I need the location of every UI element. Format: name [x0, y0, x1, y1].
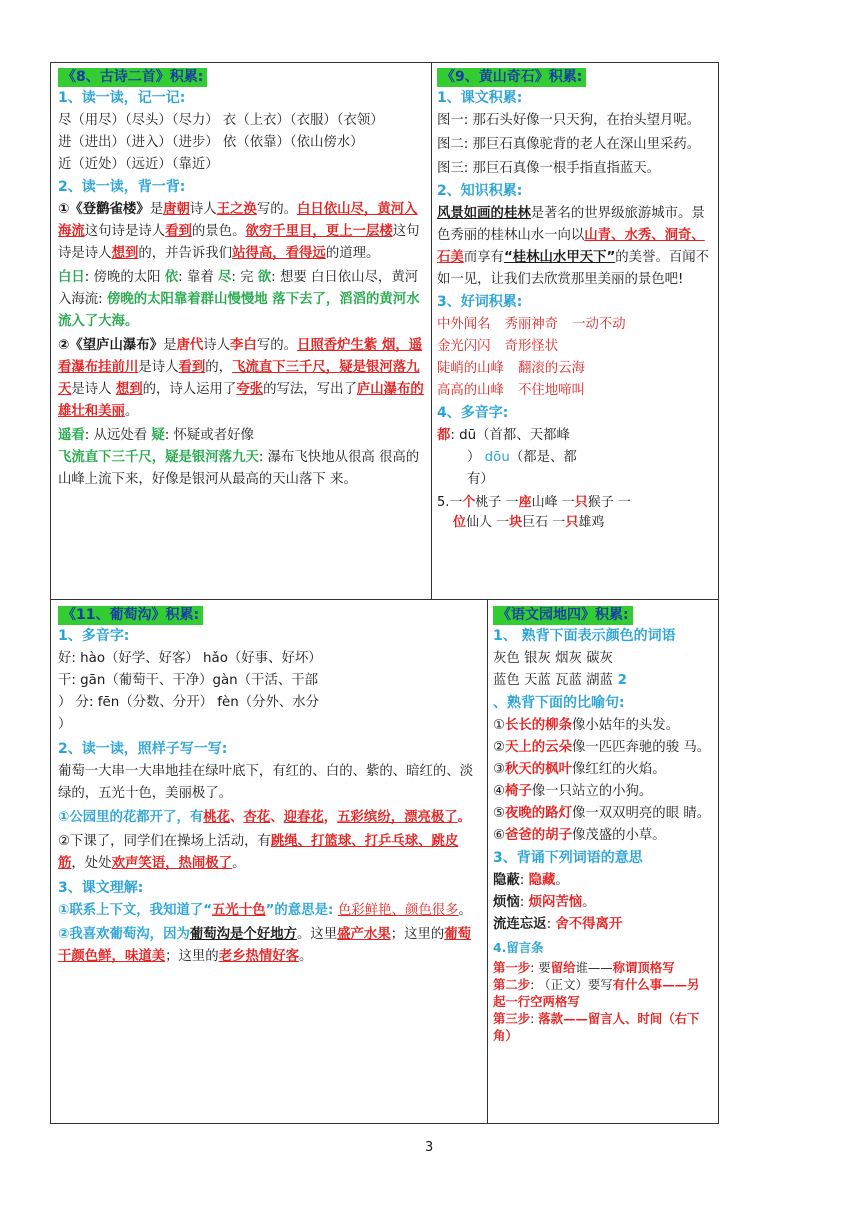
- word-row: 近（近处）（远近）（靠近）: [58, 157, 219, 172]
- note-step-1: 第一步: 要留给谁——称谓顶格写: [493, 960, 675, 975]
- polyphone-line: 干: gān（葡萄干、干净）gàn（干活、干部: [58, 673, 319, 688]
- section-title: 《8、古诗二首》积累:: [58, 68, 207, 87]
- divider-middle: [50, 599, 719, 600]
- heading-color-words: 1、 熟背下面表示颜色的词语: [493, 628, 676, 644]
- simile-4: ④椅子像一只站立的小狗。: [493, 784, 653, 799]
- polyphone-line: ） dōu（都是、都: [467, 450, 577, 465]
- poem-2-glossary: 遥看: 从远处看 疑: 怀疑或者好像: [58, 428, 254, 443]
- word-row: 金光闪闪 奇形怪状: [437, 339, 559, 354]
- section-title: 《9、黄山奇石》积累:: [437, 68, 586, 87]
- simile-5: ⑤夜晚的路灯像一双双明亮的眼 睛。: [493, 806, 711, 821]
- heading-read-recite: 2、读一读，背一背:: [58, 179, 186, 195]
- color-row: 灰色 银灰 烟灰 碳灰: [493, 651, 613, 666]
- divider-bottom: [487, 599, 488, 1124]
- heading-polyphone: 1、多音字:: [58, 628, 130, 644]
- heading-similes: 、熟背下面的比喻句:: [493, 695, 625, 711]
- note-step-3: 第三步: 落款——留言人、时间（右下 角）: [493, 1011, 700, 1043]
- polyphone-line: 都: dū（首都、天都峰: [437, 428, 570, 443]
- example-sentence: 葡萄一大串一大串地挂在绿叶底下，有红的、白的、紫的、暗红的、淡绿的，五光十色，美丽极了。: [58, 764, 474, 801]
- polyphone-line: ） 分: fēn（分数、分开） fèn（分外、水分: [58, 695, 320, 710]
- page-number: 3: [425, 1140, 434, 1155]
- simile-1: ①长长的柳条像小姑年的头发。: [493, 718, 680, 733]
- word-row: 高高的山峰 不住地啼叫: [437, 383, 585, 398]
- word-row: 进（进出）（进入）（进步） 依（依靠）（依山傍水）: [58, 135, 364, 150]
- heading-polyphone: 4、多音字:: [437, 405, 509, 421]
- divider-top: [431, 62, 432, 599]
- poem-1-paragraph: ①《登鹳雀楼》是唐朝诗人王之涣写的。白日依山尽，黄河入海流这句诗是诗人看到的景色。欲穷千里目，更上一层楼这句诗是诗人想到的，并告诉我们站得高，看得远的道理。: [58, 202, 420, 261]
- picture-2-sentence: 图二: 那巨石真像驼背的老人在深山里采药。: [437, 137, 701, 152]
- guilin-paragraph: 风景如画的桂林是著名的世界级旅游城市。景色秀丽的桂林山水一向以山青、水秀、洞奇、石美而享有“桂林山水甲天下”的美誉。百闻不如一见，让我们去欣赏那里美丽的景色吧!: [437, 206, 710, 287]
- poem-1-glossary: 白日: 傍晚的太阳 依: 靠着 尽: 完 欲: 想要 白日依山尽，黄河入海流: 傍晚的太阳靠着群山慢慢地 落下去了，滔滔的黄河水流入了大海。: [58, 270, 420, 329]
- section-9-huangshan-rocks: [437, 66, 715, 596]
- simile-3: ③秋天的枫叶像红红的火焰。: [493, 762, 666, 777]
- color-row: 蓝色 天蓝 瓦蓝 湖蓝 2: [493, 673, 627, 688]
- meaning-3: 流连忘返: 舍不得离开: [493, 917, 623, 932]
- word-row: 中外闻名 秀丽神奇 一动不动: [437, 317, 626, 332]
- comprehension-1: ①联系上下文，我知道了“五光十色”的意思是: 色彩鲜艳、颜色很多。: [58, 903, 472, 918]
- poem-2-paragraph: ②《望庐山瀑布》是唐代诗人李白写的。日照香炉生紫 烟，遥看瀑布挂前川是诗人看到的，飞流直下三千尺，疑是银河落九天是诗人 想到的，诗人运用了夸张的写法，写出了庐山瀑布的雄壮和美丽。: [58, 338, 424, 419]
- section-chinese-garden-4: [493, 604, 715, 1120]
- picture-3-sentence: 图三: 那巨石真像一根手指直指蓝天。: [437, 161, 661, 176]
- section-title: 《11、葡萄沟》积累:: [58, 606, 203, 625]
- simile-2: ②天上的云朵像一匹匹奔驰的骏 马。: [493, 740, 711, 755]
- poem-2-meaning: 飞流直下三千尺，疑是银河落九天: 瀑布飞快地从很高 很高的山峰上流下来，好像是银河从最高的天山落下 来。: [58, 450, 420, 487]
- section-11-grape-valley: [58, 604, 482, 1120]
- imitation-sentence-2: ②下课了，同学们在操场上活动，有跳绳、打篮球、打乒乓球、跳皮筋，处处欢声笑语，热闹极了。: [58, 834, 459, 871]
- comprehension-2: ②我喜欢葡萄沟，因为葡萄沟是个好地方。这里盛产水果；这里的葡萄干颜色鲜，味道美；这里的老乡热情好客。: [58, 927, 472, 964]
- heading-knowledge: 2、知识积累:: [437, 183, 523, 199]
- polyphone-line: 有）: [467, 472, 494, 487]
- heading-good-words: 3、好词积累:: [437, 294, 523, 310]
- heading-text-notes: 1、课文积累:: [437, 90, 523, 106]
- heading-write-example: 2、读一读，照样子写一写:: [58, 741, 228, 757]
- word-row: 尽（用尽）（尽头）（尽力） 衣（上衣）（衣服）（衣领）: [58, 113, 384, 128]
- section-8-ancient-poems: [58, 66, 426, 596]
- section-title: 《语文园地四》积累:: [493, 606, 633, 625]
- meaning-1: 隐蔽: 隐藏。: [493, 873, 569, 888]
- picture-1-sentence: 图一: 那石头好像一只天狗，在抬头望月呢。: [437, 113, 701, 128]
- note-step-2: 第二步: （正文）要写有什么事——另 起一行空两格写: [493, 977, 700, 1009]
- heading-word-meanings: 3、背诵下列词语的意思: [493, 850, 643, 866]
- word-row: 陡峭的山峰 翻滚的云海: [437, 361, 585, 376]
- heading-read-remember: 1、读一读，记一记:: [58, 90, 186, 106]
- imitation-sentence-1: ①公园里的花都开了，有桃花、杏花、迎春花，五彩缤纷，漂亮极了。: [58, 810, 472, 825]
- heading-note: 4.留言条: [493, 940, 544, 955]
- measure-words: 5.一个桃子 一座山峰 一只猴子 一 位仙人 一块巨石 一只雄鸡: [437, 495, 631, 530]
- heading-comprehension: 3、课文理解:: [58, 880, 144, 896]
- simile-6: ⑥爸爸的胡子像茂盛的小草。: [493, 828, 666, 843]
- polyphone-line: 好: hào（好学、好客） hǎo（好事、好坏）: [58, 651, 322, 666]
- polyphone-line: ）: [58, 717, 72, 732]
- meaning-2: 烦恼: 烦闷苦恼。: [493, 895, 596, 910]
